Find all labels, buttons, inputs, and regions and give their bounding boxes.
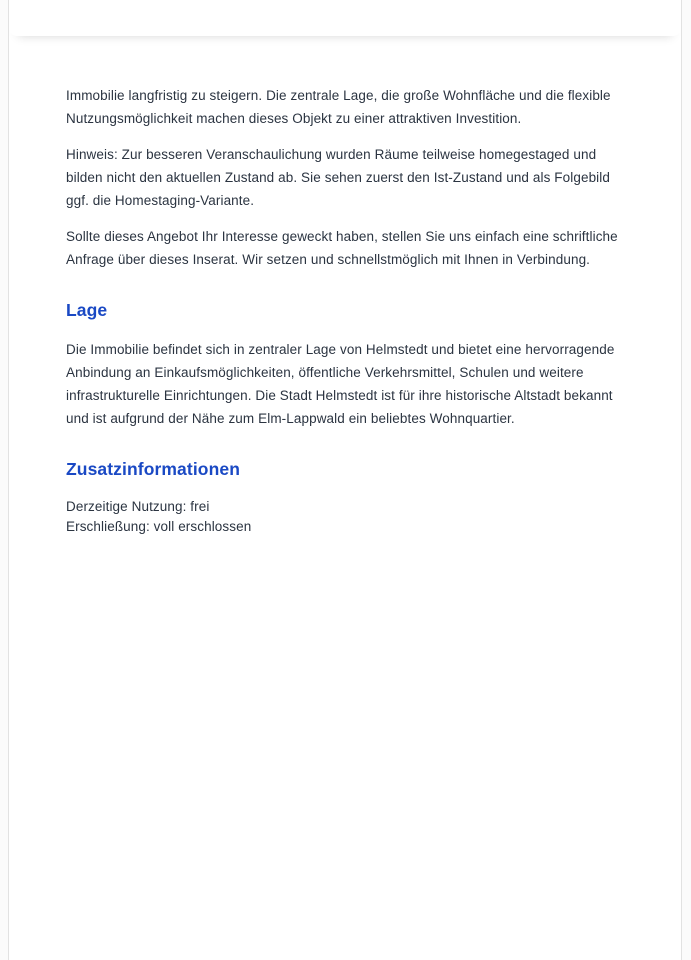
location-paragraph: Die Immobilie befindet sich in zentraler Lage von Helmstedt und bietet eine hervorragende Anbindung an Einkaufsmöglichkeiten, öffentliche Verkehrsmittel, Schulen und weitere infrastrukturelle Einrichtungen. Die Stadt Helmstedt ist für ihre historische Altstadt bekannt und ist aufgrund der Nähe zum Elm-Lappwald ein beliebtes Wohnquartier. [66,342,615,426]
additional-info-lines [66,497,626,537]
additional-info-heading: Zusatzinformationen [66,459,240,479]
top-card-edge [9,0,681,36]
location-heading: Lage [66,300,108,320]
intro-paragraph: Immobilie langfristig zu steigern. Die zentrale Lage, die große Wohnfläche und die flexible Nutzungsmöglichkeit machen dieses Objekt zu einer attraktiven Investition. [66,88,611,126]
description-content [66,84,626,537]
contact-paragraph: Sollte dieses Angebot Ihr Interesse geweckt haben, stellen Sie uns einfach eine schriftliche Anfrage über dieses Inserat. Wir setzen und schnellstmöglich mit Ihnen in Verbindung. [66,229,618,267]
development-status-line: Erschließung: voll erschlossen [66,519,252,534]
hint-paragraph: Hinweis: Zur besseren Veranschaulichung wurden Räume teilweise homegestaged und bilden nicht den aktuellen Zustand ab. Sie sehen zuerst den Ist-Zustand und als Folgebild ggf. die Homestaging-Variante. [66,147,610,208]
current-usage-line: Derzeitige Nutzung: frei [66,499,210,514]
page-frame [8,0,682,960]
